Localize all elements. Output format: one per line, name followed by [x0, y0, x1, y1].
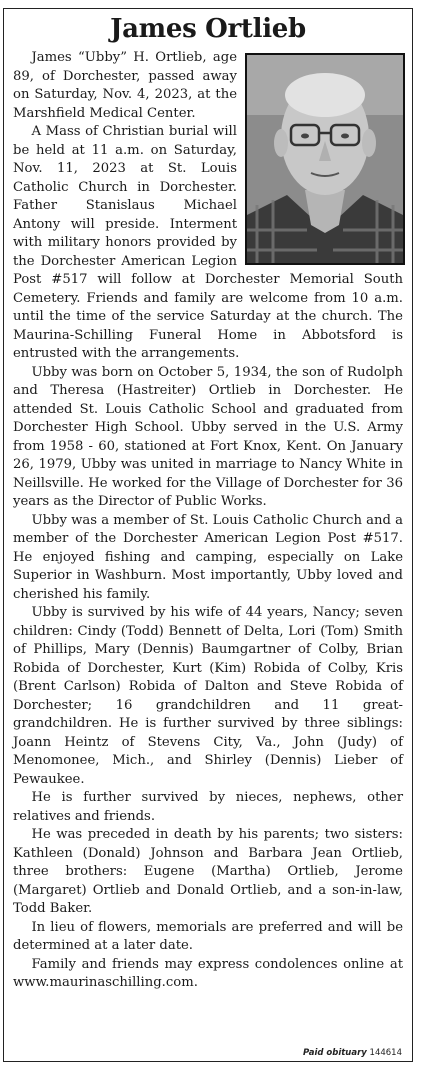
portrait-illustration: [247, 55, 403, 263]
obituary-paragraph-3: Ubby was born on October 5, 1934, the son of Rudolph and Theresa (Hastreiter) Ortlieb in Dorchester. He attended St. Louis Catholic School and graduated from Dorchester High School. Ubby served in the U.S. Army from 1958 - 60, stationed at Fort Knox, Kent. On January 26, 1979, Ubby was united in marriage to Nancy White in Neillsville. He worked for the Village of Dorchester for 36 years as the Director of Public Works.: [13, 364, 403, 509]
obituary-paragraph-6: He is further survived by nieces, nephews, other relatives and friends.: [13, 790, 403, 824]
obituary-frame: [3, 8, 413, 1062]
portrait-photo: [245, 53, 405, 265]
obituary-paragraph-8: In lieu of flowers, memorials are preferred and will be determined at a later date.: [13, 919, 403, 953]
obituary-paragraph-4: Ubby was a member of St. Louis Catholic Church and a member of the Dorchester American Legion Post #517. He enjoyed fishing and camping, especially on Lake Superior in Washburn. Most importantly, Ubby loved and cherished his family.: [13, 512, 403, 602]
obituary-paragraph-2: A Mass of Christian burial will be held at 11 a.m. on Saturday, Nov. 11, 2023 at St. Louis Catholic Church in Dorchester. Father Stanislaus Michael Antony will preside. Interment with military honors provided by the Dorchester American Legion Post #517 will follow at Dorchester Memorial South Cemetery. Friends and family are welcome from 10 a.m. until the time of the service Saturday at the church. The Maurina-Schilling Funeral Home in Abbotsford is entrusted with the arrangements.: [13, 124, 403, 361]
obituary-paragraph-9: Family and friends may express condolences online at www.maurinaschilling.com.: [13, 956, 403, 990]
obituary-paragraph-1: James “Ubby” H. Ortlieb, age 89, of Dorchester, passed away on Saturday, Nov. 4, 2023, at the Marshfield Medical Center.: [13, 50, 237, 121]
paid-obituary-tag: [303, 1048, 402, 1058]
obituary-paragraph-5: Ubby is survived by his wife of 44 years, Nancy; seven children: Cindy (Todd) Bennett of Delta, Lori (Tom) Smith of Phillips, Mary (Dennis) Baumgartner of Colby, Brian Robida of Dorchester, Kurt (Kim) Robida of Colby, Kris (Brent Carlson) Robida of Dalton and Steve Robida of Dorchester; 16 grandchildren and 11 great-grandchildren. He is further survived by three siblings: Joann Heintz of Stevens City, Va., John (Judy) of Menomonee, Mich., and Shirley (Dennis) Lieber of Pewaukee.: [13, 605, 403, 787]
paid-obituary-label: Paid obituary: [303, 1048, 367, 1058]
obituary-paragraph-7: He was preceded in death by his parents; two sisters: Kathleen (Donald) Johnson and Barbara Jean Ortlieb, three brothers: Eugene (Martha) Ortlieb, Jerome (Margaret) Ortlieb and Donald Ortlieb, and a son-in-law, Todd Baker.: [13, 827, 403, 916]
obituary-title: James Ortlieb: [110, 14, 306, 44]
paid-obituary-code: 144614: [369, 1048, 402, 1058]
